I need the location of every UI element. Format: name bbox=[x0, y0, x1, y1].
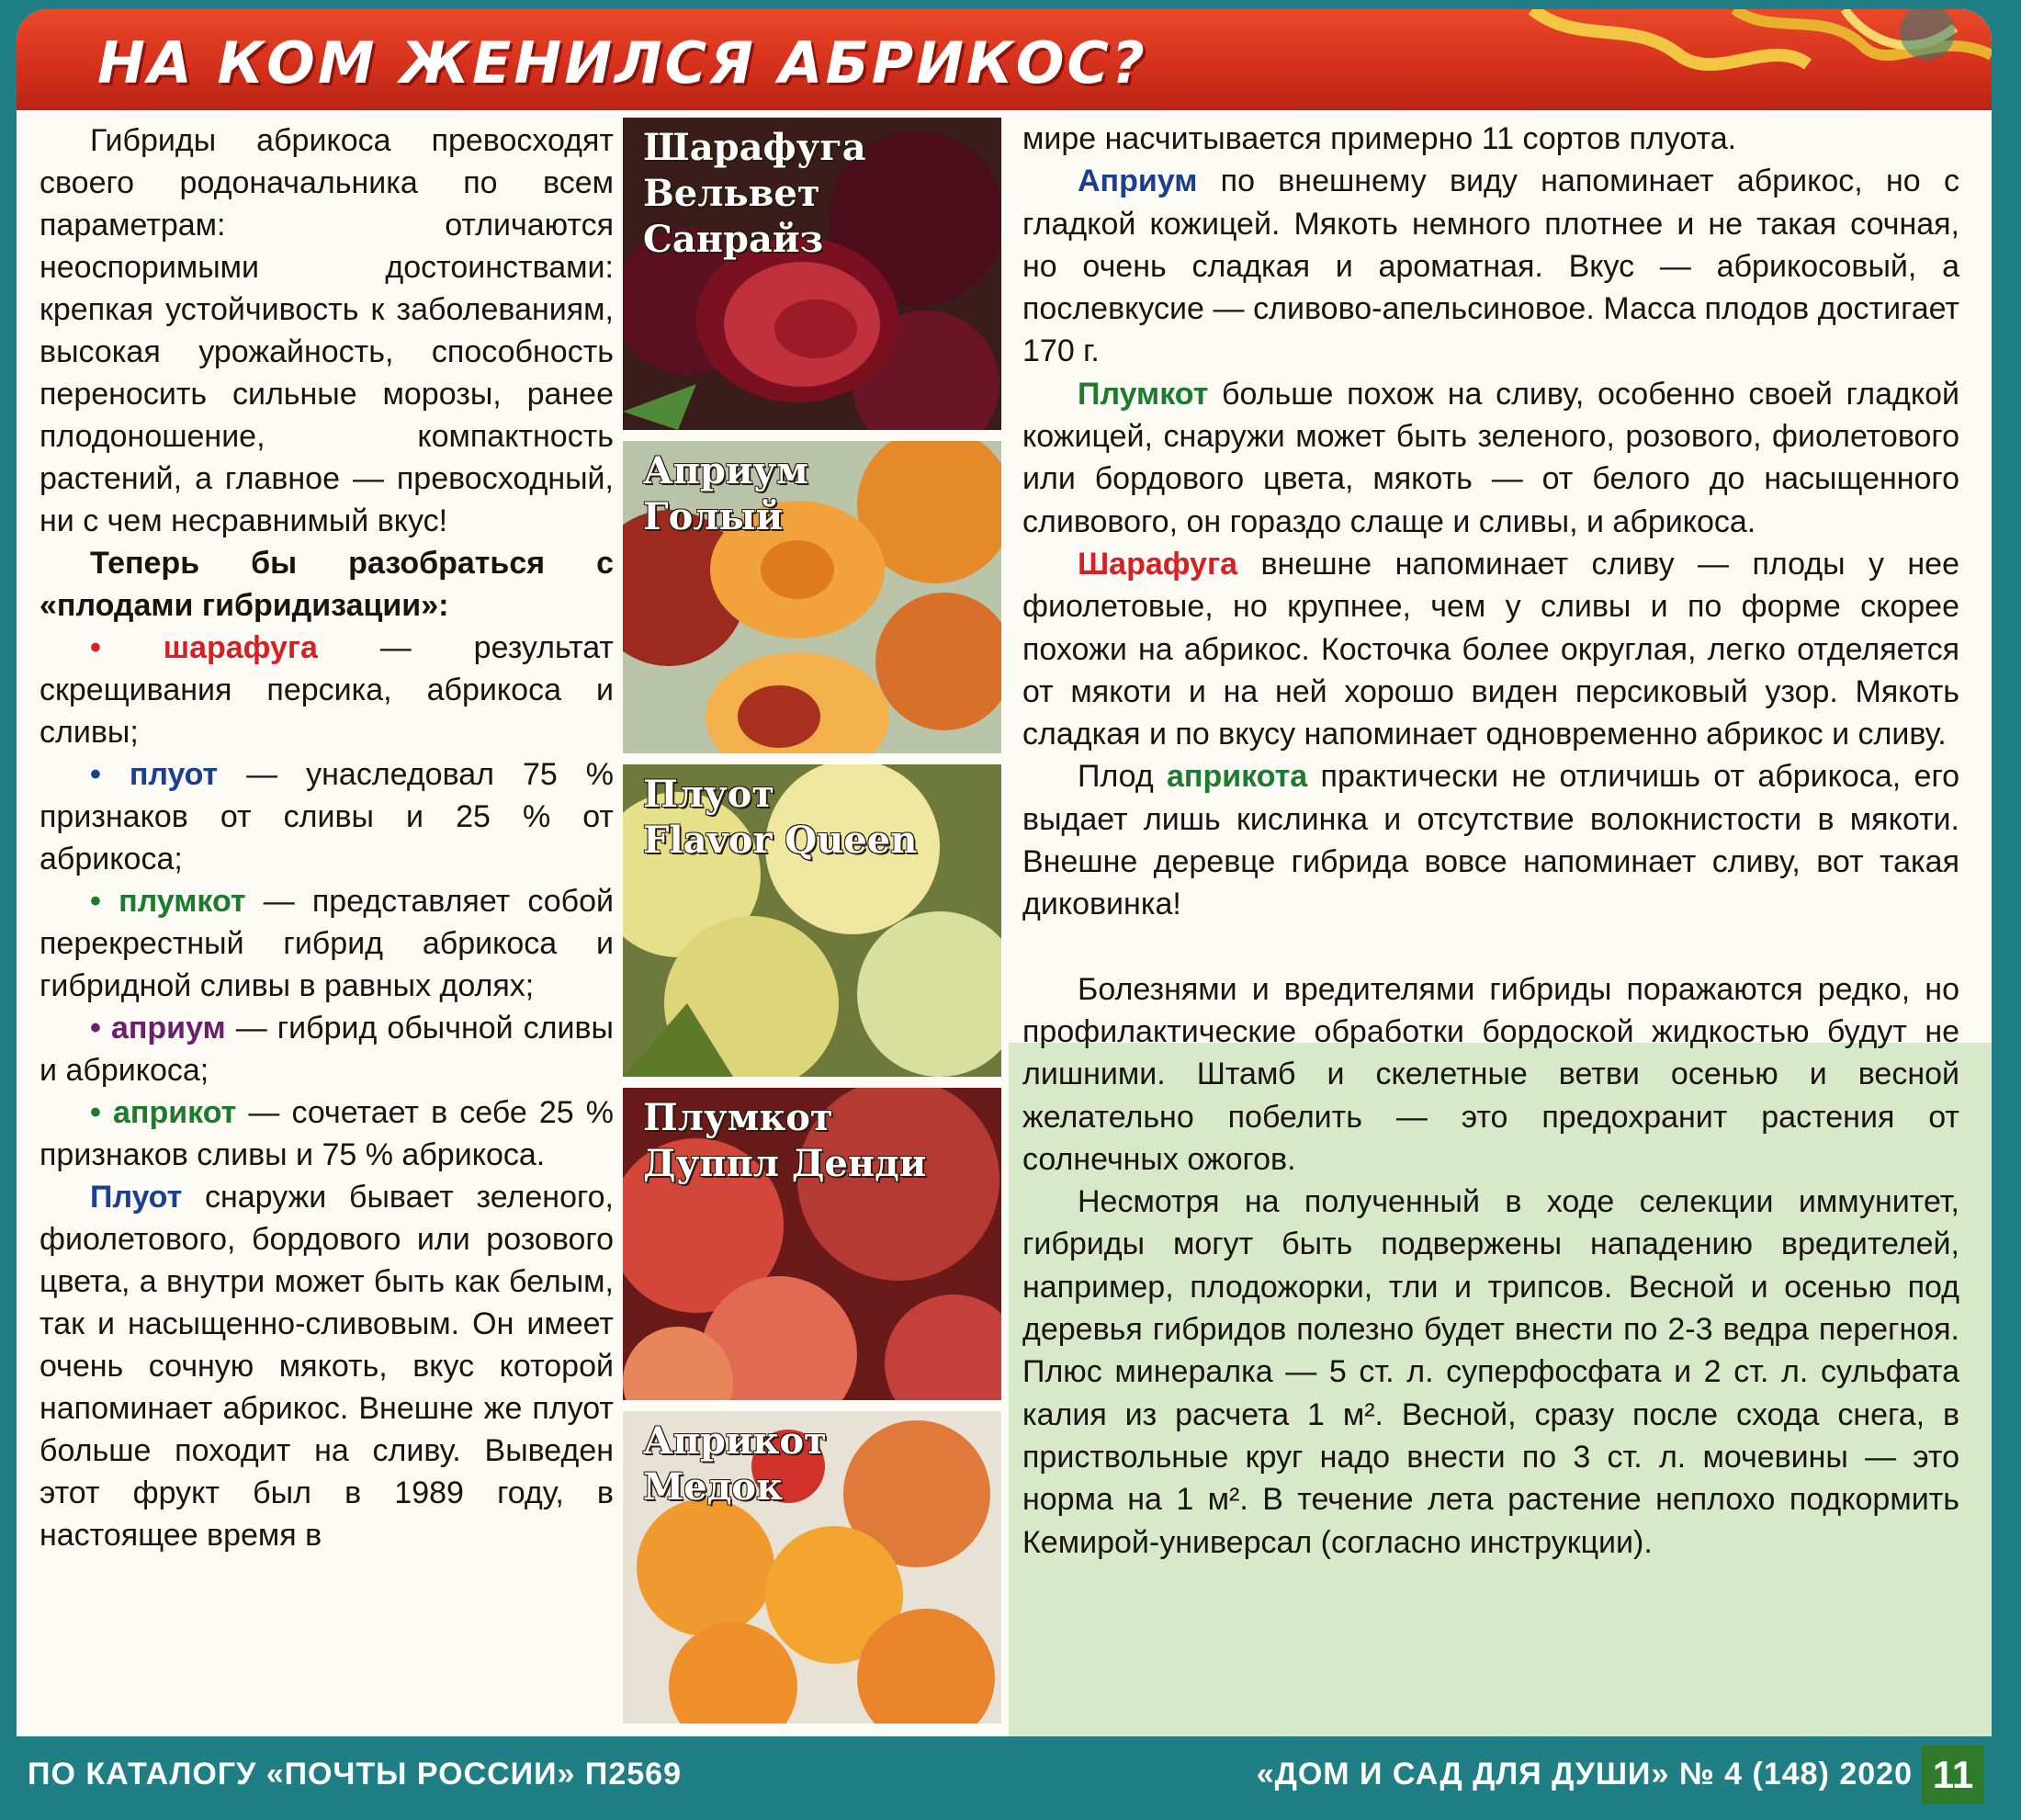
photo-caption: Априум Голый bbox=[643, 449, 808, 538]
pluot-paragraph: Плуот снаружи бывает зеленого, фиолетового, бордового или розового цвета, а внутри может быть как белым, так и насыщенно-сливовым. Он имеет очень сочную мякоть, вкус которой напоминает абрикос. Внешне же плуот больше походит на сливу. Выведен этот фрукт был в 1989 году, в настоящее время в bbox=[40, 1180, 614, 1553]
paragraph: Плод априкота практически не отличишь от абрикоса, его выдает лишь кислинка и отсутствие волокнистости в мякоти. Внешне деревце гибрида вовсе напоминает сливу, вот такая диковинка! bbox=[1022, 759, 1960, 922]
list-item: • плумкот — представляет собой перекрестный гибрид абрикоса и гибридной сливы в равных долях; bbox=[40, 884, 614, 1003]
paragraph: Априум по внешнему виду напоминает абрикос, но с гладкой кожицей. Мякоть немного плотнее и не такая сочная, но очень сладкая и ароматная. Вкус — абрикосовый, а послевкусие — сливово-апельсиновое. Масса плодов достигает 170 г. bbox=[1022, 164, 1959, 369]
photo-apricot bbox=[623, 1411, 1001, 1724]
photo-aprium bbox=[623, 441, 1001, 753]
bullet-dot: • bbox=[90, 630, 101, 665]
magazine-page bbox=[17, 9, 1992, 1736]
left-text-column bbox=[40, 119, 614, 1732]
paragraph: Плумкот больше похож на сливу, особенно своей гладкой кожицей, снаружи может быть зеленого, розового, фиолетового или бордового цвета, мякоть — от белого до насыщенного сливового, он гораздо слаще и сливы, и абрикоса. bbox=[1022, 376, 1959, 539]
bullet-dot: • bbox=[90, 1011, 101, 1046]
photo-caption: Априкот Медок bbox=[643, 1419, 827, 1509]
bullet-dot: • bbox=[90, 1095, 101, 1130]
photo-sharafuga bbox=[623, 118, 1001, 430]
photo-strip bbox=[623, 118, 1001, 1727]
photo-caption: Плумкот Дуппл Денди bbox=[643, 1096, 927, 1185]
paragraph: мире насчитывается примерно 11 сортов плуота. bbox=[1022, 121, 1737, 156]
gold-ribbon-decoration bbox=[1496, 9, 1992, 110]
intro-paragraph: Гибриды абрикоса превосходят своего родоначальника по всем параметрам: отличаются неоспоримыми достоинствами: крепкая устойчивость к заболеваниям, высокая урожайность, способность переносить сильные морозы, ранее плодоношение, компактность растений, а главное — превосходный, ни с чем несравнимый вкус! bbox=[40, 123, 614, 538]
photo-pluot bbox=[623, 764, 1001, 1077]
list-item: • априкот — сочетает в себе 25 % признаков сливы и 75 % абрикоса. bbox=[40, 1095, 615, 1172]
paragraph: Несмотря на полученный в ходе селекции иммунитет, гибриды могут быть подвержены нападению вредителей, например, плодожорки, тли и трипсов. Весной и осенью под деревья гибридов полезно будет внести по 2-3 ведра перегноя. Плюс минералка — 5 ст. л. суперфосфата и 2 ст. л. сульфата калия из расчета 1 м². Весной, сразу после схода снега, в приствольные круг надо внести по 3 ст. л. мочевины — это норма на 1 м². В течение лета растение неплохо подкормить Кемирой-универсал (согласно инструкции). bbox=[1022, 1184, 1959, 1560]
subhead: Теперь бы разобраться с «плодами гибридизации»: bbox=[40, 546, 614, 623]
photo-caption: Плуот Flavor Queen bbox=[643, 773, 918, 862]
page-title: НА КОМ ЖЕНИЛСЯ АБРИКОС? bbox=[97, 29, 1147, 96]
list-item: • плуот — унаследовал 75 % признаков от сливы и 25 % от абрикоса; bbox=[40, 757, 614, 876]
bullet-dot: • bbox=[90, 757, 101, 792]
page-number: 11 bbox=[1922, 1746, 1984, 1804]
right-text-column bbox=[1022, 118, 1959, 1679]
paragraph: Шарафуга внешне напоминает сливу — плоды у нее фиолетовые, но крупнее, чем у сливы и по форме скорее похожи на абрикос. Косточка более округлая, легко отделяется от мякоти и на ней хорошо виден персиковый узор. Мякоть сладкая и по вкусу напоминает одновременно абрикос и сливу. bbox=[1022, 546, 1959, 752]
magazine-issue: «ДОМ И САД ДЛЯ ДУШИ» № 4 (148) 2020 bbox=[1256, 1757, 1913, 1792]
bullet-dot: • bbox=[90, 884, 101, 919]
paragraph: Болезнями и вредителями гибриды поражаются редко, но профилактические обработки бордоской жидкостью будут не лишними. Штамб и скелетные ветви осенью и весной желательно побелить — это предохранит растения от солнечных ожогов. bbox=[1022, 971, 1959, 1177]
list-item: • априум — гибрид обычной сливы и абрикоса; bbox=[40, 1011, 614, 1088]
catalog-reference: ПО КАТАЛОГУ «ПОЧТЫ РОССИИ» П2569 bbox=[28, 1757, 682, 1792]
list-item: • шарафуга — результат скрещивания персика, абрикоса и сливы; bbox=[40, 630, 614, 750]
page-footer bbox=[0, 1738, 2021, 1820]
photo-plumcot bbox=[623, 1088, 1001, 1400]
photo-caption: Шарафуга Вельвет Санрайз bbox=[643, 126, 866, 261]
title-banner bbox=[17, 9, 1992, 110]
